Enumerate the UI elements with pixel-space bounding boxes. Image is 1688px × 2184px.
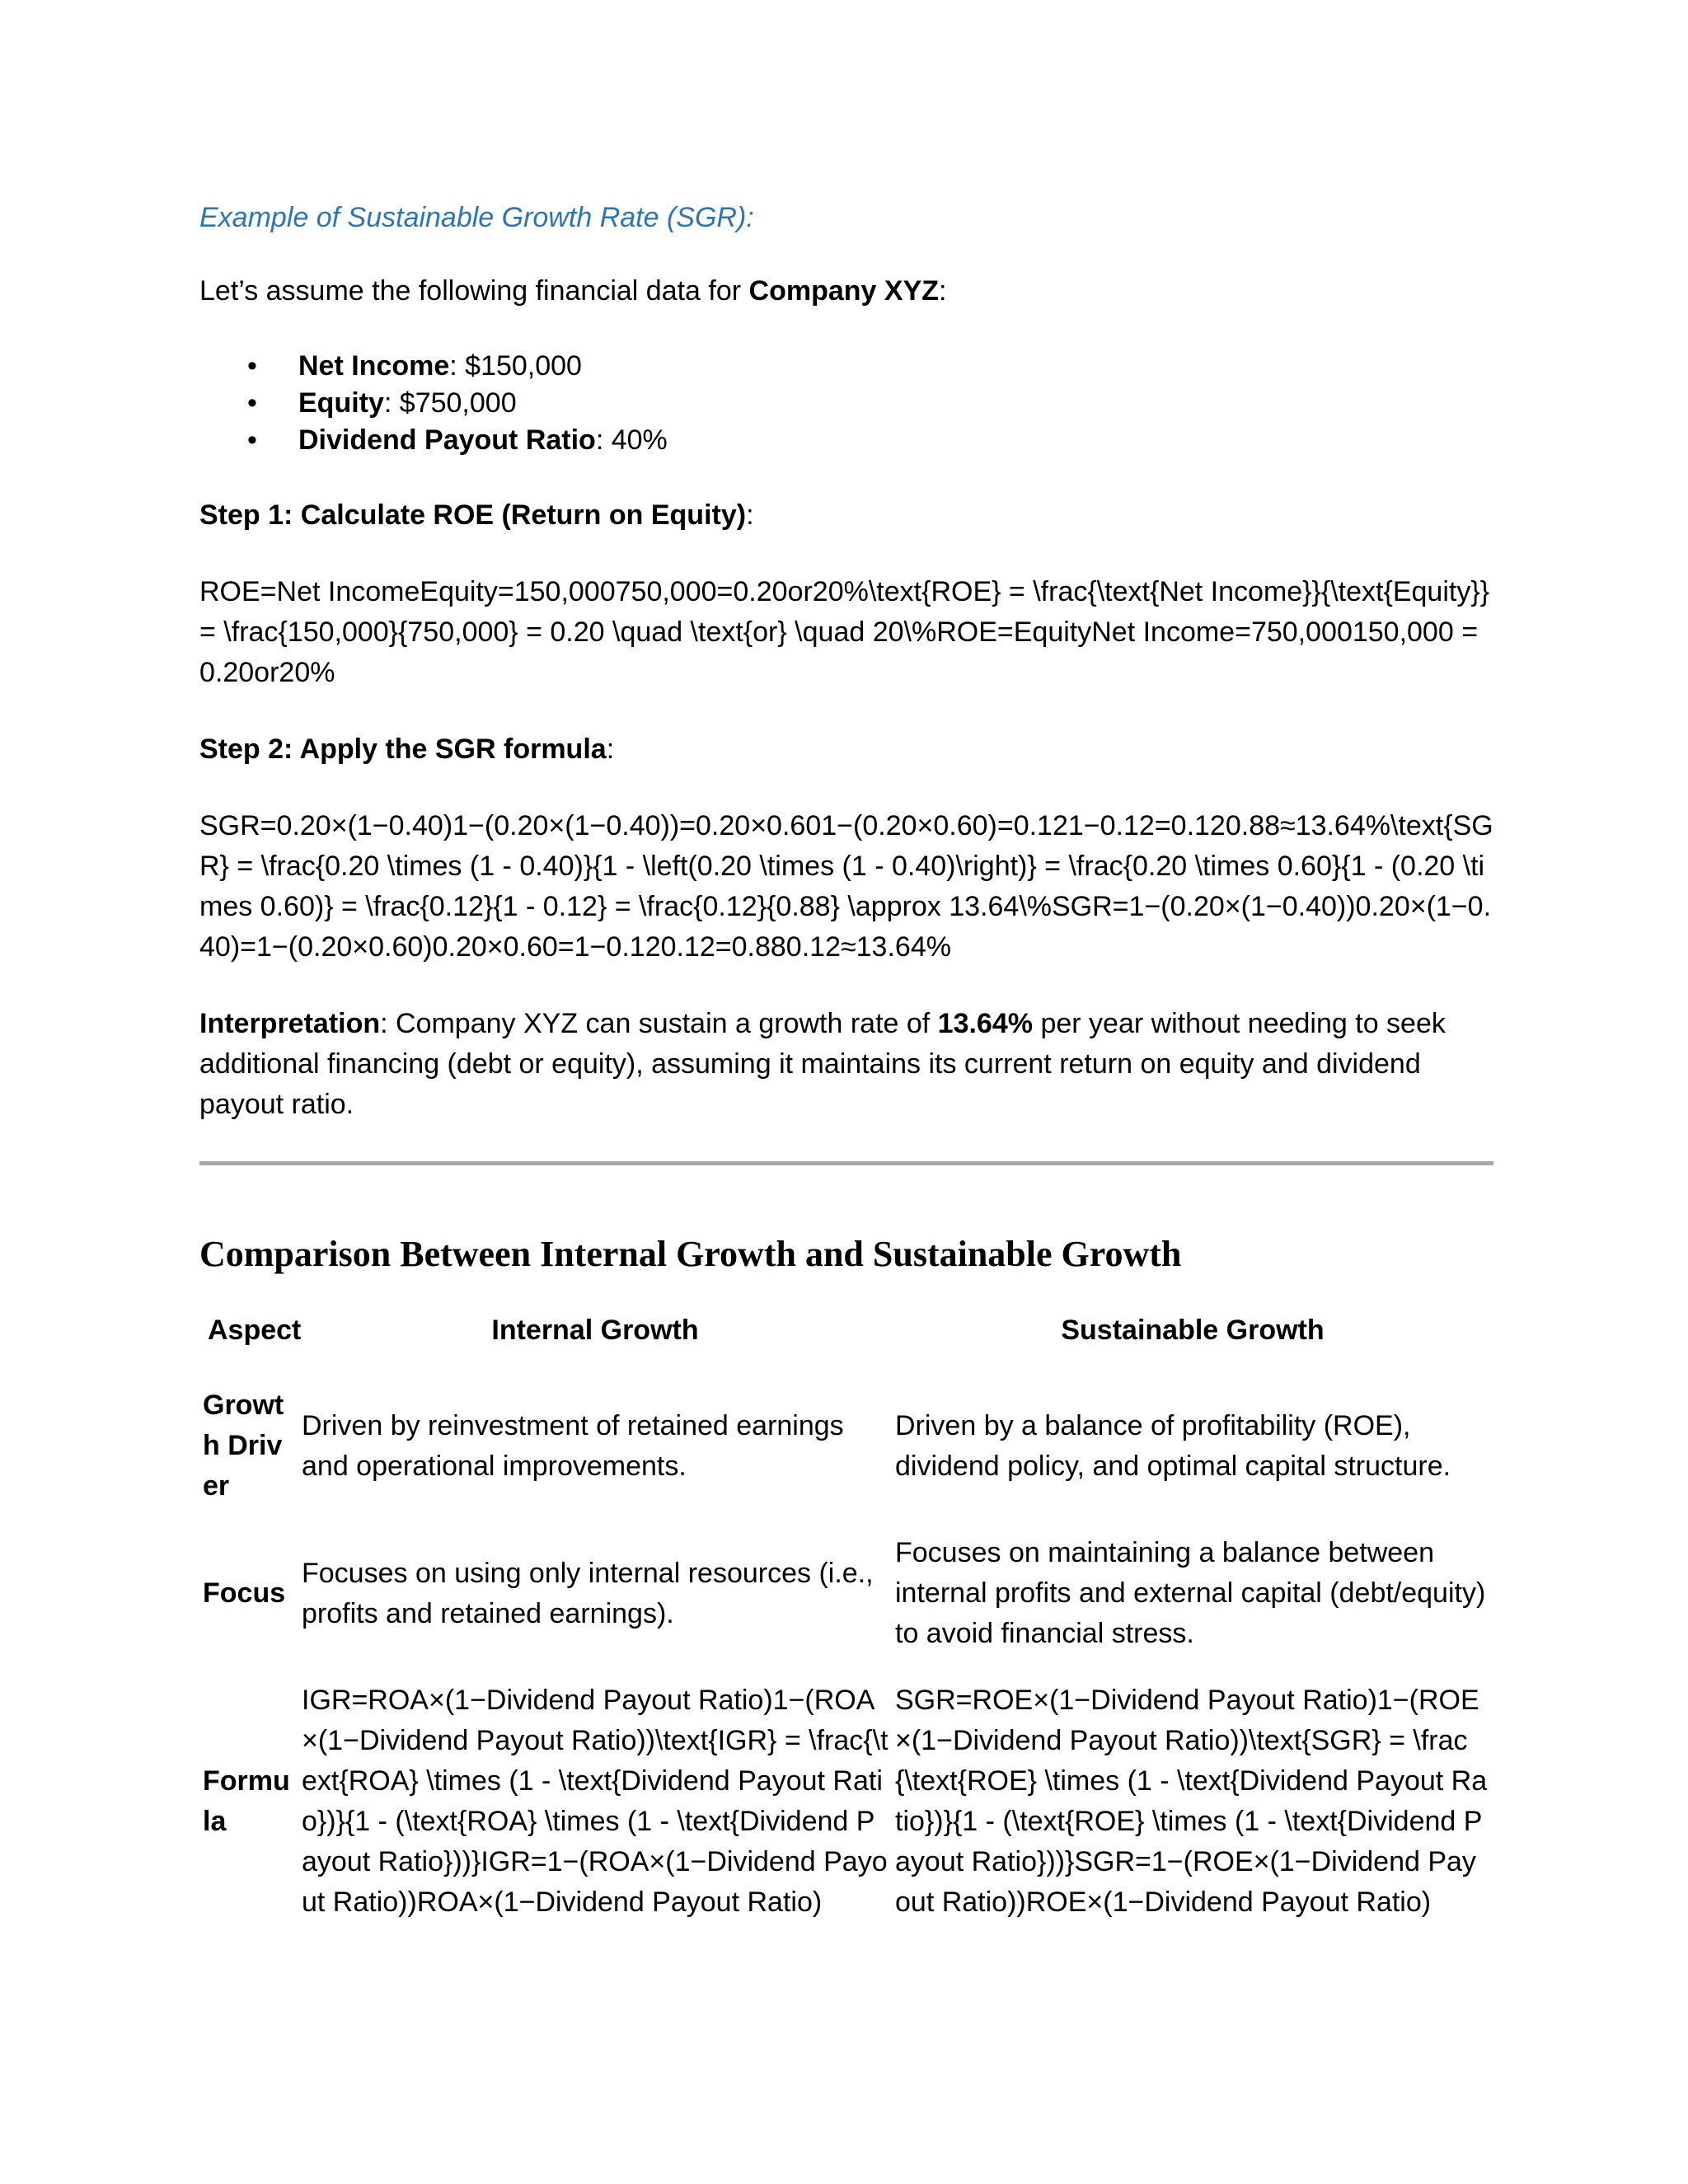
- financial-data-list: [199, 348, 1493, 459]
- header-aspect: Aspect: [208, 1315, 302, 1346]
- row-sustainable: Driven by a balance of profitability (ROE), dividend policy, and optimal capital structure.: [895, 1409, 1451, 1482]
- interpretation-label: Interpretation: [199, 1008, 381, 1039]
- bullet-label: Dividend Payout Ratio: [298, 424, 596, 456]
- row-internal: IGR=ROA×(1−Dividend Payout Ratio)1−(ROA×(1−Dividend Payout Ratio))\text{IGR} = \frac{\text{ROA} \times (1 - \text{Dividend Payout Ratio})}{1 - (\text{ROA} \times (1 - \text{Dividend Payout Ratio}))}IGR=1−(ROA×(1−Dividend Payout Ratio))ROA×(1−Dividend Payout Ratio): [302, 1685, 889, 1918]
- row-sustainable: SGR=ROE×(1−Dividend Payout Ratio)1−(ROE×(1−Dividend Payout Ratio))\text{SGR} = \frac{\text{ROE} \times (1 - \text{Dividend Payout Ratio})}{1 - (\text{ROE} \times (1 - \text{Dividend Payout Ratio}))}SGR=1−(ROE×(1−Dividend Payout Ratio))ROE×(1−Dividend Payout Ratio): [895, 1685, 1488, 1918]
- bullet-icon: •: [247, 387, 257, 419]
- row-aspect: Growth Driver: [203, 1390, 284, 1502]
- comparison-title: Comparison Between Internal Growth and Sustainable Growth: [199, 1234, 1182, 1274]
- intro-suffix: :: [939, 275, 947, 307]
- step2-suffix: :: [606, 733, 615, 765]
- list-item: [199, 385, 1493, 422]
- bullet-label: Equity: [298, 387, 384, 419]
- table-header-row: [199, 1310, 1493, 1372]
- step1-formula: ROE=Net IncomeEquity=150,000750,000=0.20or20%\text{ROE} = \frac{\text{Net Income}}{\text{Equity}} = \frac{150,000}{750,000} = 0.20 \quad \text{or} \quad 20\%ROE=EquityNet Income=750,000150,000 =0.20or20%: [199, 576, 1490, 688]
- step1-heading: [199, 495, 1493, 536]
- step1-label: Step 1: Calculate ROE (Return on Equity): [199, 499, 747, 531]
- table-row: [199, 1520, 1493, 1667]
- horizontal-divider: [199, 1161, 1493, 1165]
- company-name: Company XYZ: [748, 275, 940, 307]
- bullet-value: : $750,000: [383, 387, 517, 419]
- bullet-label: Net Income: [298, 350, 450, 382]
- table-row: [199, 1667, 1493, 1936]
- step2-formula: SGR=0.20×(1−0.40)1−(0.20×(1−0.40))=0.20×0.601−(0.20×0.60)=0.121−0.12=0.120.88≈13.64%\text{SGR} = \frac{0.20 \times (1 - 0.40)}{1 - \left(0.20 \times (1 - 0.40)\right)} = \frac{0.20 \times 0.60}{1 - (0.20 \times 0.60)} = \frac{0.12}{1 - 0.12} = \frac{0.12}{0.88} \approx 13.64\%SGR=1−(0.20×(1−0.40))0.20×(1−0.40)=1−(0.20×0.60)0.20×0.60=1−0.120.12=0.880.12≈13.64%: [199, 810, 1493, 963]
- header-sustainable-growth: Sustainable Growth: [1061, 1315, 1325, 1346]
- interpretation-text-b: per year without needing to seek additional financing (debt or equity), assuming it maintains its current return on equity and dividend payout ratio.: [199, 1008, 1446, 1120]
- interpretation-text-a: : Company XYZ can sustain a growth rate of: [380, 1008, 938, 1039]
- intro-prefix: Let’s assume the following financial data for: [199, 275, 749, 307]
- row-aspect: Focus: [203, 1577, 286, 1609]
- step2-heading: [199, 729, 1493, 770]
- bullet-icon: •: [247, 350, 257, 382]
- table-row: [199, 1372, 1493, 1520]
- comparison-table: [199, 1310, 1493, 1936]
- document-page: [199, 198, 1493, 1936]
- bullet-value: : 40%: [595, 424, 668, 456]
- list-item: [199, 422, 1493, 459]
- row-aspect: Formula: [203, 1765, 290, 1837]
- row-internal: Focuses on using only internal resources (i.e., profits and retained earnings).: [302, 1557, 874, 1629]
- growth-rate-value: 13.64%: [937, 1008, 1033, 1039]
- example-heading: Example of Sustainable Growth Rate (SGR):: [199, 202, 754, 233]
- header-internal-growth: Internal Growth: [491, 1315, 699, 1346]
- bullet-value: : $150,000: [449, 350, 582, 382]
- row-internal: Driven by reinvestment of retained earnings and operational improvements.: [302, 1409, 844, 1482]
- step1-suffix: :: [746, 499, 754, 531]
- intro-paragraph: [199, 271, 1493, 312]
- bullet-icon: •: [247, 424, 257, 456]
- interpretation-paragraph: [199, 1004, 1493, 1125]
- step2-label: Step 2: Apply the SGR formula: [199, 733, 607, 765]
- list-item: [199, 348, 1493, 385]
- row-sustainable: Focuses on maintaining a balance between internal profits and external capital (debt/equity) to avoid financial stress.: [895, 1537, 1486, 1649]
